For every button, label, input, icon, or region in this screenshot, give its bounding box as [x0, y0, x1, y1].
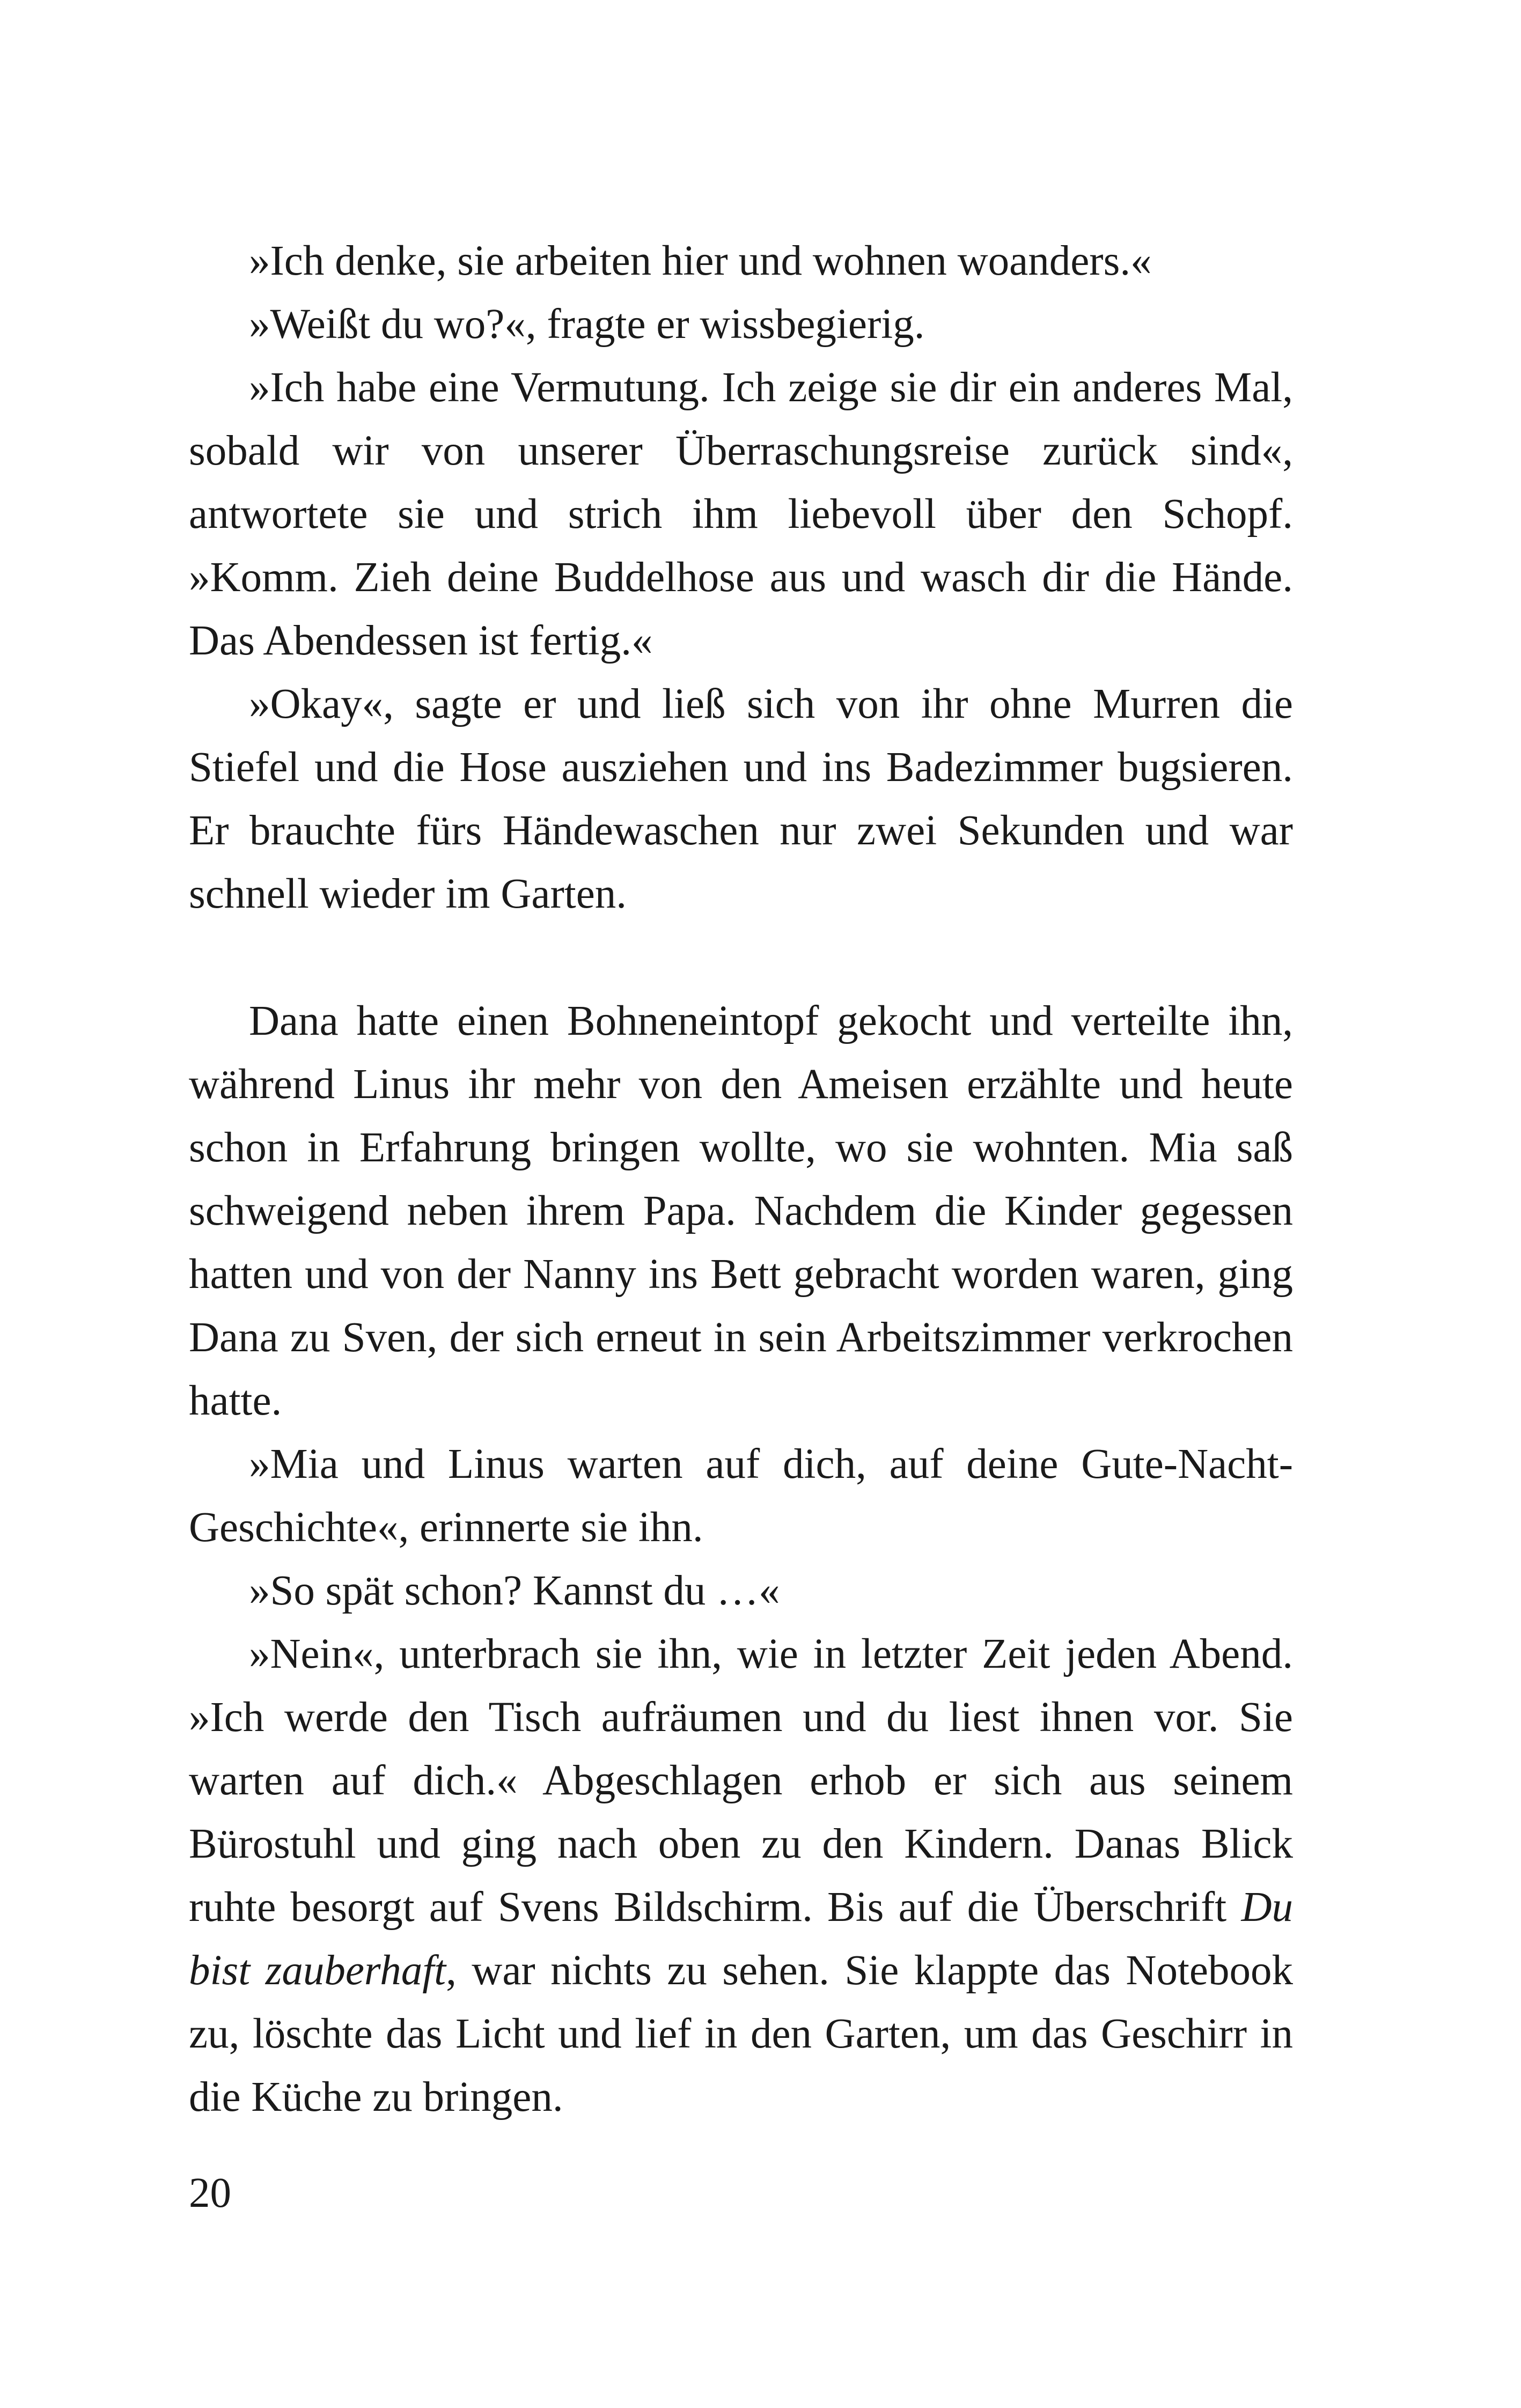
paragraph-4: »Okay«, sagte er und ließ sich von ihr ohne Murren die Stiefel und die Hose ausziehen und ins Badezimmer bugsieren. Er brauchte fürs Händewaschen nur zwei Sekunden und war schnell wieder im Garten.: [189, 681, 1293, 917]
paragraph-2: »Weißt du wo?«, fragte er wissbegierig.: [249, 301, 925, 348]
paragraph-1: »Ich denke, sie arbeiten hier und wohnen woanders.«: [249, 238, 1152, 284]
paragraph-7: »So spät schon? Kannst du …«: [249, 1567, 780, 1614]
paragraph-8-text-after: , war nichts zu sehen. Sie klappte das Notebook zu, löschte das Licht und lief in den Garten, um das Geschirr in die Küche zu bringen.: [189, 1947, 1293, 2120]
text-section-one: [189, 230, 1293, 926]
paragraph-8-text-before: »Nein«, unterbrach sie ihn, wie in letzter Zeit jeden Abend. »Ich werde den Tisch aufräumen und du liest ihnen vor. Sie warten auf dich.« Abgeschlagen erhob er sich aus seinem Bürostuhl und ging nach oben zu den Kindern. Danas Blick ruhte besorgt auf Svens Bildschirm. Bis auf die Überschrift: [189, 1631, 1293, 1931]
page-number: 20: [189, 2170, 231, 2216]
italic-title: Du bist zauberhaft: [189, 1884, 1293, 1994]
text-section-two: [189, 990, 1293, 2129]
paragraph-5: Dana hatte einen Bohneneintopf gekocht und verteilte ihn, während Linus ihr mehr von den Ameisen erzählte und heute schon in Erfahrung bringen wollte, wo sie wohnten. Mia saß schweigend neben ihrem Papa. Nachdem die Kinder gegessen hatten und von der Nanny ins Bett gebracht worden waren, ging Dana zu Sven, der sich erneut in sein Arbeitszimmer verkrochen hatte.: [189, 998, 1293, 1424]
paragraph-8: [189, 1623, 1293, 2129]
paragraph-3: »Ich habe eine Vermutung. Ich zeige sie dir ein anderes Mal, sobald wir von unserer Überraschungsreise zurück sind«, antwortete sie und strich ihm liebevoll über den Schopf. »Komm. Zieh deine Buddelhose aus und wasch dir die Hände. Das Abendessen ist fertig.«: [189, 364, 1293, 664]
paragraph-6: »Mia und Linus warten auf dich, auf deine Gute-Nacht-Geschichte«, erinnerte sie ihn.: [189, 1441, 1293, 1551]
